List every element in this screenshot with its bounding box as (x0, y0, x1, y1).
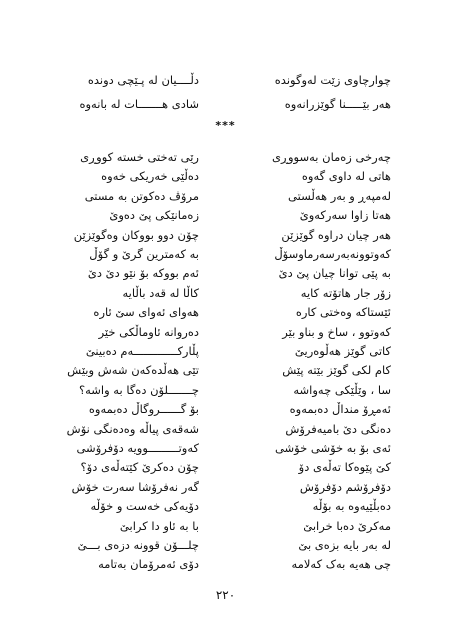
verse-right-hemistich: کاتی گوێز هەڵوەریێ (294, 344, 391, 358)
verse-left-hemistich: تێی هەڵدەکەن شەش وبێش (67, 363, 199, 378)
verse-right-hemistich: سا ، وێڵێکی چەواشە (293, 382, 391, 397)
verse-left-hemistich: چلـــۆن قوونە دزەی بـــێ (77, 538, 199, 552)
verse-left-hemistich: چۆن دەکرێ کێتەڵەی دۆ؟ (80, 460, 199, 475)
verse-right-hemistich: لە بەر بایە بزەی بێ (298, 538, 391, 552)
verse-right-hemistich: هەر چیان دراوە گوێزێن (281, 227, 391, 242)
verse-right-hemistich: کەوتوو ، ساخ و بناو بێر (282, 324, 391, 339)
verse-left-hemistich: با بە ئاو دا کرابێ (119, 518, 199, 533)
verse-right-hemistich: دۆفرۆشم دۆفرۆش (299, 479, 391, 494)
verse-right-hemistich: دەنگی دێ بامیەفرۆش (285, 421, 391, 436)
verse-left-hemistich: دەڵێی خەریکی خەوە (101, 169, 199, 184)
page-number: ٢٢٠ (215, 588, 236, 602)
verse-left-hemistich: دۆی ئەمرۆمان بەتامە (98, 557, 199, 572)
verse-left-hemistich: چـــــــلۆن دەگا بە واشە؟ (79, 382, 199, 397)
verse-right-hemistich: چەرخی زەمان بەسووڕی (271, 150, 391, 164)
verse-left-hemistich: رێی تەختی خستە کووڕی (80, 150, 199, 164)
verse-right-hemistich: هەر بێـــــنا گوێزرانەوە (284, 97, 391, 111)
verse-right-hemistich: مەکرێ دەبا خرابێ (303, 518, 391, 533)
verse-right-hemistich: لەمپەڕ و بەر هەڵستی (288, 188, 391, 203)
verse-left-hemistich: شەقەی پیاڵە وەدەنگی نۆش (66, 421, 199, 436)
verse-left-hemistich: پڵارکـــــــــــــەم دەبینێ (85, 344, 199, 358)
verse-right-hemistich: دەبڵێیەوە بە بۆڵە (312, 499, 391, 514)
verse-left-hemistich: بە کەمترین گرێ و گۆڵ (89, 247, 199, 261)
verse-right-hemistich: بە پێی توانا چیان پێ دێ (278, 266, 391, 281)
verse-left-hemistich: زەمانێکی پێ دەوێ (109, 208, 199, 223)
verse-right-hemistich: ئێستاکە وەختی کارە (295, 305, 391, 320)
verse-left-hemistich: گەر نەفرۆشا سەرت خۆش (71, 479, 199, 494)
verse-right-hemistich: ئەی بۆ بە خۆشی خۆشی (274, 441, 391, 455)
verse-right-hemistich: زۆر جار هاتۆتە کایە (300, 285, 391, 300)
verse-left-hemistich: بۆ گــــــروگاڵ دەبمەوە (88, 402, 199, 417)
verse-left-hemistich: کاڵا لە قەد باڵایە (122, 285, 199, 300)
verse-left-hemistich: هەوای ئەوای سێ ئارە (93, 305, 199, 320)
verse-left-hemistich: ئەم بووکە بۆ نێو دێ دێ (87, 266, 199, 281)
verse-right-hemistich: کەوتوونەبەرسەرماوسۆڵ (274, 247, 391, 261)
verse-left-hemistich: شادی هـــــــات لە بانەوە (79, 97, 199, 111)
verse-left-hemistich: مرۆڤ دەکوتن بە مستی (84, 188, 199, 203)
verse-left-hemistich: دۆیەکی خەست و خۆڵە (90, 499, 199, 514)
verse-right-hemistich: کێ پێوەکا تەڵەی دۆ (298, 460, 391, 475)
verse-left-hemistich: دڵــــیان لە پـێچی دوندە (87, 73, 199, 87)
verse-right-hemistich: چوارچاوی زێت لەوگوندە (274, 73, 391, 87)
verse-left-hemistich: کەوتـــــــــوویە دۆفرۆشی (76, 441, 199, 455)
verse-right-hemistich: هەتا زاوا سەرکەوێ (299, 208, 391, 223)
verse-right-hemistich: کام لکی گوێز بێتە پێش (282, 363, 391, 378)
verse-right-hemistich: ئەمڕۆ منداڵ دەبمەوە (289, 402, 391, 417)
verse-right-hemistich: هاتی لە داوی گەوە (301, 169, 391, 184)
stanza-separator: *** (215, 119, 236, 132)
verse-left-hemistich: چۆن دوو بووکان وەگوێزێن (73, 227, 199, 242)
verse-right-hemistich: چی هەیە بەک کەلامە (291, 557, 391, 572)
verse-left-hemistich: دەروانە ئاوماڵکی خێر (98, 324, 199, 339)
